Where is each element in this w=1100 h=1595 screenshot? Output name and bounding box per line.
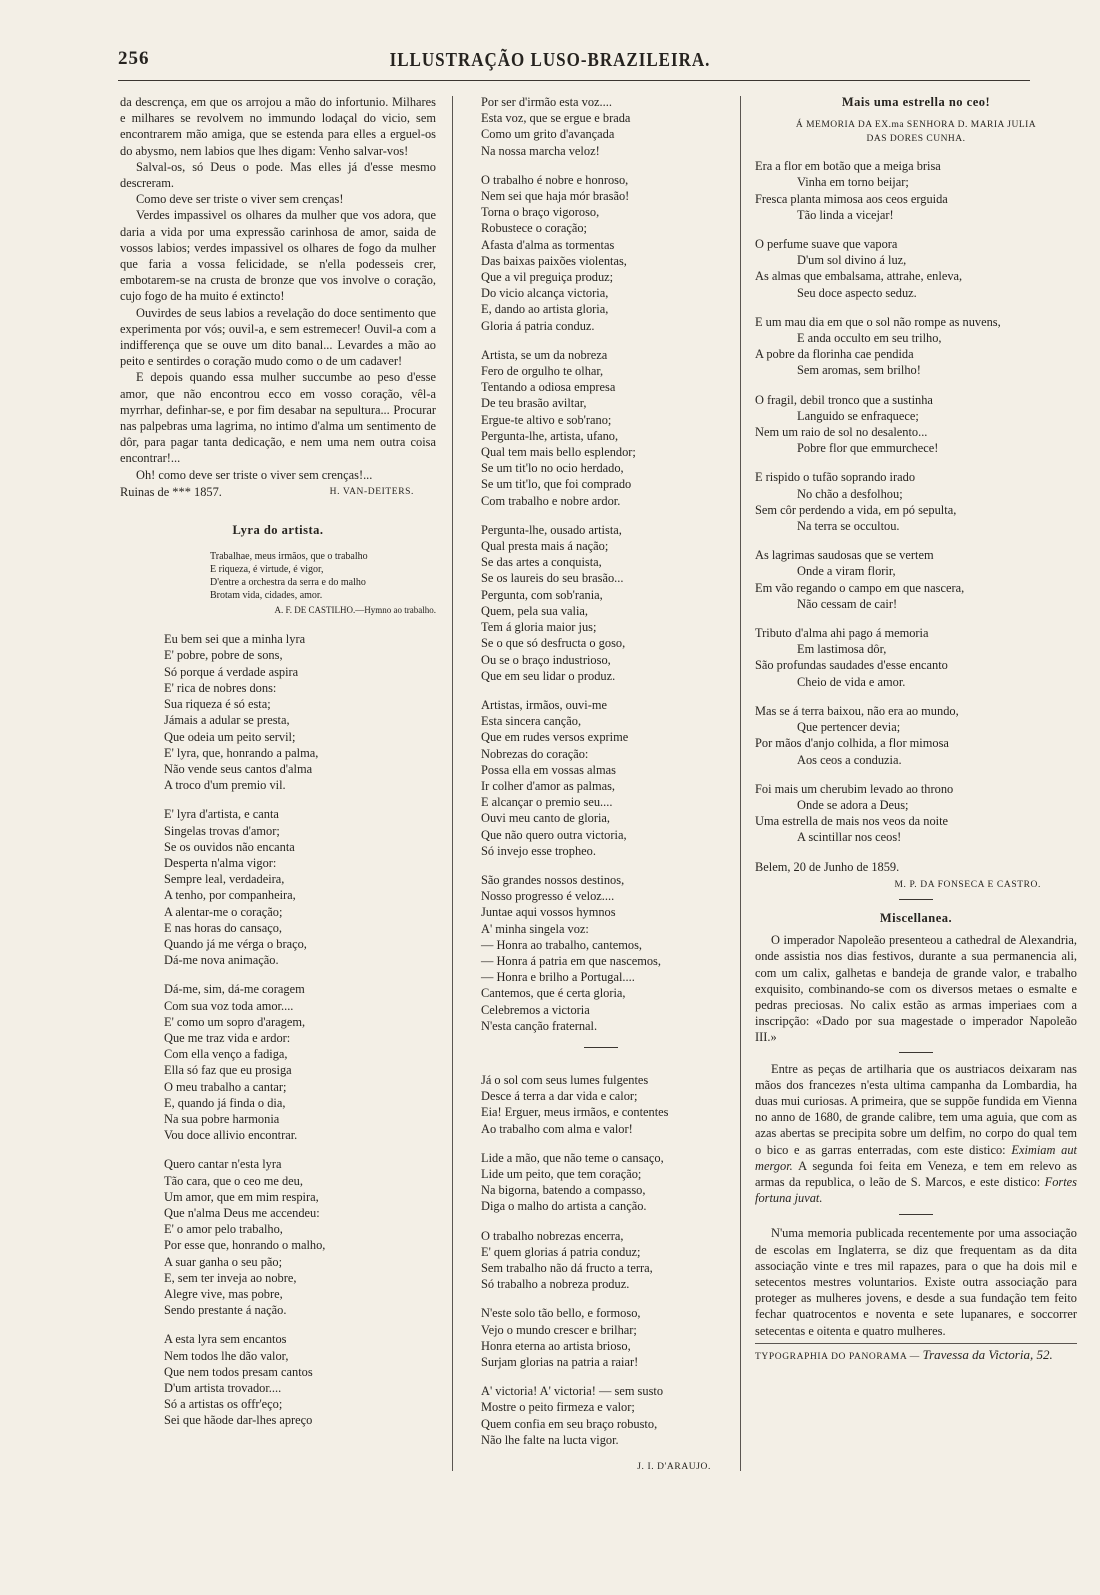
verse-line: Dá-me, sim, dá-me coragem: [164, 982, 305, 997]
essay-paragraph: Oh! como deve ser triste o viver sem crenças!...: [136, 467, 373, 482]
verse-line: Com trabalho e nobre ardor.: [481, 493, 621, 508]
verse-line: Sem trabalho não dá fructo a terra,: [481, 1261, 653, 1275]
miscellanea-title: Miscellanea.: [879, 910, 953, 925]
verse-line: Na bigorna, batendo a compasso,: [481, 1183, 646, 1198]
verse-line: Sempre leal, verdadeira,: [164, 872, 285, 887]
poem-hymn: [481, 1072, 721, 1448]
verse-line: — Honra á patria em que nascemos,: [481, 953, 661, 968]
verse-line: Pergunta-lhe, ousado artista,: [481, 522, 622, 537]
verse-line: Em lastimosa dôr,: [797, 642, 887, 657]
stanza: [481, 1383, 721, 1448]
verse-line: Uma estrella de mais nos veos da noite: [755, 814, 949, 829]
stanza: [755, 781, 1077, 846]
verse-line: Pobre flor que emmurchece!: [797, 441, 939, 456]
column-divider-left: [452, 96, 453, 1471]
verse-line: Só porque á verdade aspira: [164, 664, 299, 679]
verse-line: As lagrimas saudosas que se vertem: [755, 548, 934, 563]
verse-line: Cantemos, que é certa gloria,: [481, 986, 626, 1001]
verse-line: Jámais a adular se presta,: [164, 713, 290, 728]
essay-byline: [120, 484, 436, 500]
poem-author: J. I. D'ARAUJO.: [637, 1462, 711, 1473]
stanza: [481, 697, 721, 859]
poem-estrella-author: M. P. DA FONSECA E CASTRO.: [894, 879, 1041, 890]
verse-line: Não cessam de cair!: [797, 596, 898, 611]
stanza: [755, 236, 1077, 301]
stanza: [164, 806, 436, 968]
stanza: [755, 625, 1077, 690]
column-1: [120, 94, 436, 1442]
verse-line: — Honra e brilho a Portugal....: [481, 970, 635, 985]
stanza: [164, 1331, 436, 1428]
verse-line: E nas horas do cansaço,: [164, 920, 283, 935]
printer-label: TYPOGRAPHIA DO PANORAMA —: [755, 1351, 920, 1362]
section-rule: [899, 899, 933, 900]
verse-line: Mas se á terra baixou, não era ao mundo,: [755, 703, 959, 718]
verse-line: Que n'alma Deus me accendeu:: [164, 1205, 320, 1220]
verse-line: Não vende seus cantos d'alma: [164, 761, 313, 776]
verse-line: Se das artes a conquista,: [481, 555, 602, 570]
miscellanea-text: [755, 932, 1077, 1339]
verse-line: Vinha em torno beijar;: [797, 175, 909, 190]
poem-lyra: [164, 631, 436, 1428]
verse-line: Do vicio alcança victoria,: [481, 286, 609, 301]
verse-line: A troco d'um premio vil.: [164, 778, 286, 793]
verse-line: Lide um peito, que tem coração;: [481, 1166, 642, 1181]
verse-line: Sem aromas, sem brilho!: [797, 363, 921, 378]
verse-line: E' lyra, que, honrando a palma,: [164, 745, 319, 760]
printer-imprint: [755, 1343, 1077, 1365]
verse-line: Honra eterna ao artista brioso,: [481, 1338, 631, 1353]
verse-line: E, quando já finda o dia,: [164, 1095, 286, 1110]
verse-line: De teu brasão aviltar,: [481, 396, 587, 411]
stanza: [481, 872, 721, 1034]
verse-line: Lide a mão, que não teme o cansaço,: [481, 1150, 664, 1165]
verse-line: Surjam glorias na patria a raiar!: [481, 1355, 639, 1370]
stanza: [755, 469, 1077, 534]
verse-line: E' rica de nobres dons:: [164, 680, 277, 695]
essay-place-date: Ruinas de *** 1857.: [120, 484, 222, 499]
verse-line: Quero cantar n'esta lyra: [164, 1157, 282, 1172]
misc-paragraph-2: [755, 1061, 1077, 1207]
verse-line: Quando já me vérga o braço,: [164, 936, 307, 951]
stanza: [481, 1228, 721, 1293]
verse-line: Gloria á patria conduz.: [481, 318, 595, 333]
verse-line: Fresca planta mimosa aos ceos erguida: [755, 191, 948, 206]
stanza: [481, 522, 721, 684]
verse-line: Das baixas paixões violentas,: [481, 253, 627, 268]
misc-motto-2: Fortes fortuna juvat.: [755, 1174, 1077, 1206]
verse-line: Nem um raio de sol no desalento...: [755, 425, 928, 440]
verse-line: Tão linda a vicejar!: [797, 207, 894, 222]
stanza: [481, 1072, 721, 1137]
verse-line: Sendo prestante á nação.: [164, 1303, 287, 1318]
verse-line: Era a flor em botão que a meiga brisa: [755, 159, 941, 174]
verse-line: D'um sol divino á luz,: [797, 253, 907, 268]
verse-line: Quem confia em seu braço robusto,: [481, 1416, 658, 1431]
verse-line: Esta voz, que se ergue e brada: [481, 111, 631, 126]
verse-line: Tentando a odiosa empresa: [481, 380, 616, 395]
verse-line: E, sem ter inveja ao nobre,: [164, 1270, 297, 1285]
verse-line: Se os ouvidos não encanta: [164, 839, 295, 854]
verse-line: Tão cara, que o ceo me deu,: [164, 1173, 303, 1188]
verse-line: D'um artista trovador....: [164, 1381, 282, 1396]
essay-author: H. VAN-DEITERS.: [329, 486, 414, 497]
page-number: 256: [118, 48, 150, 69]
verse-line: Foi mais um cherubim levado ao throno: [755, 781, 954, 796]
stanza: [164, 981, 436, 1143]
column-divider-right: [740, 96, 741, 1471]
verse-line: N'este solo tão bello, e formoso,: [481, 1306, 641, 1321]
poem-place-date: Belem, 20 de Junho de 1859.: [755, 859, 900, 874]
misc-paragraph-2-text-a: Entre as peças de artilharia que os austriacos deixaram nas mãos dos francezes n'esta ultima campanha da Lombardia, ha duas mui curiosas. A primeira, que se suppõe fundida em Vienna no anno de 1680, de grande calibre, tem uma aguia, que com as azas abertas se precipita sobre um delfim, no corpo do qual tem o bico e as garras enterradas, com este distico:: [755, 1061, 1077, 1157]
verse-line: Eia! Erguer, meus irmãos, e contentes: [481, 1105, 669, 1120]
verse-line: Que em seu lidar o produz.: [481, 668, 616, 683]
page-header: [0, 48, 1100, 76]
verse-line: Nem sei que haja mór brasão!: [481, 189, 630, 204]
misc-paragraph-1: O imperador Napoleão presenteou a cathedral de Alexandria, onde assistia nos dias festivos, durante a sua permanencia ali, com um calix, galhetas e bandeja de grande valor, e trabalho exquisito, combinando-se com os diversos metaes o esmalte e pedras preciosas. No calix estão as armas imperiaes com a inscripção: «Dado por sua magestade o imperador Napoleão III.»: [755, 933, 1077, 1045]
verse-line: O trabalho nobrezas encerra,: [481, 1228, 624, 1243]
verse-line: Com sua voz toda amor....: [164, 998, 294, 1013]
stanza: [481, 172, 721, 334]
verse-line: Ao trabalho com alma e valor!: [481, 1121, 633, 1136]
verse-line: Com ella venço a fadiga,: [164, 1047, 288, 1062]
verse-line: Que pertencer devia;: [797, 720, 901, 735]
verse-line: Que a vil preguiça produz;: [481, 270, 614, 285]
stanza: [755, 158, 1077, 223]
verse-line: Só invejo esse tropheo.: [481, 843, 596, 858]
epigraph-line: Trabalhae, meus irmãos, que o trabalho: [210, 551, 368, 563]
verse-line: — Honra ao trabalho, cantemos,: [481, 937, 643, 952]
verse-line: Pergunta, com sob'rania,: [481, 587, 603, 602]
verse-line: Só trabalho a nobreza produz.: [481, 1277, 630, 1292]
stanza: [755, 392, 1077, 457]
column-3: [755, 94, 1077, 1365]
essay-text: [120, 94, 436, 483]
verse-line: O meu trabalho a cantar;: [164, 1079, 287, 1094]
verse-line: Esta sincera canção,: [481, 714, 582, 729]
essay-paragraph: Verdes impassivel os olhares da mulher que vos adora, que daria a vida por uma expressão carinhosa de amor, saida de vossos labios; verdes impassivel os olhares de fogo da mulher que faria a vossa felicidade, se n'ella podesseis crer, embotarem-se na crusta de bronze que vos involve o coração, cujo fogo de ha muito é extincto!: [120, 208, 436, 304]
dedication-line-2: DAS DORES CUNHA.: [866, 134, 966, 145]
verse-line: Onde se adora a Deus;: [797, 797, 909, 812]
stanza: [481, 347, 721, 509]
verse-line: Celebremos a victoria: [481, 1002, 590, 1017]
verse-line: Qual presta mais á nação;: [481, 539, 609, 554]
verse-line: O perfume suave que vapora: [755, 237, 898, 252]
verse-line: E' o amor pelo trabalho,: [164, 1222, 283, 1237]
verse-line: Torna o braço vigoroso,: [481, 205, 600, 220]
epigraph: [210, 550, 436, 617]
verse-line: Nosso progresso é veloz....: [481, 889, 615, 904]
stanza: [755, 703, 1077, 768]
section-rule: [899, 1214, 933, 1215]
verse-line: Tem á gloria maior jus;: [481, 620, 597, 635]
essay-paragraph: da descrença, em que os arrojou a mão do infortunio. Milhares e milhares se revolvem no immundo lodaçal do vicio, sem encontrarem mão amiga, que se estenda para elles a erguel-os do abysmo, nem labios que lhes digam: Venho salvar-vos!: [120, 95, 436, 158]
verse-line: O fragil, debil tronco que a sustinha: [755, 392, 933, 407]
verse-line: São profundas saudades d'esse encanto: [755, 658, 948, 673]
verse-line: Que em rudes versos exprime: [481, 730, 629, 745]
verse-line: E' quem glorias á patria conduz;: [481, 1244, 641, 1259]
verse-line: Tributo d'alma ahi pago á memoria: [755, 626, 929, 641]
verse-line: Como um grito d'avançada: [481, 127, 615, 142]
verse-line: O trabalho é nobre e honroso,: [481, 172, 629, 187]
verse-line: Nobrezas do coração:: [481, 746, 589, 761]
header-rule: [118, 80, 1030, 81]
verse-line: Eu bem sei que a minha lyra: [164, 632, 306, 647]
poem-lyra-continued: [481, 94, 721, 1034]
dedication-line-1: Á MEMORIA DA EX.ma SENHORA D. MARIA JULIA: [795, 120, 1037, 131]
verse-line: As almas que embalsama, attrahe, enleva,: [755, 269, 963, 284]
verse-line: E anda occulto em seu trilho,: [797, 331, 942, 346]
verse-line: Sem côr perdendo a vida, em pó sepulta,: [755, 502, 957, 517]
misc-paragraph-2-text-b: A segunda foi feita em Veneza, e tem em relevo as armas da republica, o leão de S. Marcos, e este distico:: [755, 1158, 1077, 1189]
column-2: [481, 94, 721, 1475]
verse-line: Qual tem mais bello esplendor;: [481, 445, 636, 460]
epigraph-attribution: A. F. DE CASTILHO.—Hymno ao trabalho.: [274, 605, 436, 616]
journal-title: ILLUSTRAÇÃO LUSO-BRAZILEIRA.: [389, 48, 711, 71]
verse-line: Em vão regando o campo em que nascera,: [755, 580, 965, 595]
stanza: [481, 1150, 721, 1215]
poem-title-lyra: Lyra do artista.: [232, 523, 324, 538]
verse-line: Por mãos d'anjo colhida, a flor mimosa: [755, 736, 949, 751]
verse-line: Singelas trovas d'amor;: [164, 823, 280, 838]
verse-line: A tenho, por companheira,: [164, 888, 296, 903]
essay-paragraph: Como deve ser triste o viver sem crenças!: [136, 192, 344, 207]
verse-line: Na terra se occultou.: [797, 519, 900, 534]
verse-line: E' pobre, pobre de sons,: [164, 648, 283, 663]
verse-line: Aos ceos a conduzia.: [797, 752, 902, 767]
verse-line: E rispido o tufão soprando irado: [755, 470, 916, 485]
verse-line: Robustece o coração;: [481, 221, 587, 236]
verse-line: N'esta canção fraternal.: [481, 1018, 598, 1033]
stanza: [481, 94, 721, 159]
printer-address: Travessa da Victoria, 52.: [922, 1346, 1053, 1362]
verse-line: Nem todos lhe dão valor,: [164, 1348, 289, 1363]
verse-line: E alcançar o premio seu....: [481, 795, 613, 810]
section-rule: [584, 1047, 618, 1048]
verse-line: E' como um sopro d'aragem,: [164, 1014, 306, 1029]
misc-motto-1: Eximiam aut mergor.: [755, 1142, 1077, 1173]
verse-line: Afasta d'alma as tormentas: [481, 237, 615, 252]
verse-line: Se o que só desfructa o goso,: [481, 636, 626, 651]
epigraph-line: D'entre a orchestra da serra e do malho: [210, 577, 366, 589]
verse-line: Desce á terra a dar vida e calor;: [481, 1089, 638, 1104]
verse-line: Que não quero outra victoria,: [481, 827, 627, 842]
stanza: [755, 314, 1077, 379]
stanza: [164, 631, 436, 793]
verse-line: E, dando ao artista gloria,: [481, 302, 609, 317]
verse-line: Se os laureis do seu brasão...: [481, 571, 624, 586]
verse-line: Possa ella em vossas almas: [481, 762, 616, 777]
verse-line: Que nem todos presam cantos: [164, 1364, 313, 1379]
verse-line: Por ser d'irmão esta voz....: [481, 95, 612, 109]
verse-line: Languido se enfraquece;: [797, 408, 919, 423]
section-rule: [899, 1052, 933, 1053]
essay-paragraph: Salval-os, só Deus o pode. Mas elles já d'esse mesmo descreram.: [120, 159, 436, 191]
verse-line: Artista, se um da nobreza: [481, 347, 608, 362]
verse-line: Diga o malho do artista a canção.: [481, 1199, 647, 1214]
verse-line: Alegre vive, mas pobre,: [164, 1287, 283, 1301]
verse-line: Fero de orgulho te olhar,: [481, 364, 604, 379]
verse-line: A' minha singela voz:: [481, 921, 589, 936]
verse-line: Dá-me nova animação.: [164, 953, 279, 968]
verse-line: Ir colher d'amor as palmas,: [481, 778, 616, 793]
verse-line: Quem, pela sua valia,: [481, 603, 589, 618]
poem-estrella: [755, 158, 1077, 845]
verse-line: A pobre da florinha cae pendida: [755, 347, 914, 362]
verse-line: Se um tit'lo, que foi comprado: [481, 477, 632, 492]
verse-line: Cheio de vida e amor.: [797, 674, 906, 689]
epigraph-line: E riqueza, é virtude, é vigor,: [210, 564, 324, 576]
verse-line: Juntae aqui vossos hymnos: [481, 905, 616, 920]
verse-line: No chão a desfolhou;: [797, 486, 903, 501]
verse-line: Sua riqueza é só esta;: [164, 697, 271, 712]
verse-line: Seu doce aspecto seduz.: [797, 285, 917, 300]
dedication: [755, 118, 1077, 146]
verse-line: Mostre o peito firmeza e valor;: [481, 1400, 635, 1415]
verse-line: Que odeia um peito servil;: [164, 729, 296, 744]
epigraph-line: Brotam vida, cidades, amor.: [210, 590, 323, 602]
verse-line: A esta lyra sem encantos: [164, 1332, 287, 1347]
stanza: [164, 1156, 436, 1318]
verse-line: São grandes nossos destinos,: [481, 872, 625, 887]
essay-paragraph: E depois quando essa mulher succumbe ao peso d'esse amor, que não encontrou ecco em vosso coração, vêl-a myrrhar, definhar-se, e por fim desabar na sepultura... Procurar nas palpebras uma lagrima, no intimo d'alma um sentimento de dôr, para pagar tanta dedicação, e nem uma nem outra coisa encontrar!...: [120, 370, 436, 466]
verse-line: Não lhe falte na lucta vigor.: [481, 1432, 619, 1447]
verse-line: A' victoria! A' victoria! — sem susto: [481, 1384, 664, 1399]
verse-line: Ou se o braço industrioso,: [481, 652, 611, 667]
verse-line: Onde a viram florir,: [797, 564, 896, 579]
poem-title-estrella: Mais uma estrella no ceo!: [841, 95, 991, 109]
verse-line: Só a artistas os offr'eço;: [164, 1397, 283, 1412]
verse-line: A scintillar nos ceos!: [797, 830, 902, 845]
verse-line: Na sua pobre harmonia: [164, 1111, 280, 1126]
verse-line: Desperta n'alma vigor:: [164, 855, 277, 870]
essay-paragraph: Ouvirdes de seus labios a revelação do doce sentimento que experimenta por vós; ouvil-a, e sem estremecer! Ouvil-a com a indifferença que se ouve um dito banal... Levardes a mão ao peito e sentirdes o coração mudo como o de um cadaver!: [120, 305, 436, 369]
verse-line: Ella só faz que eu prosiga: [164, 1063, 292, 1078]
misc-paragraph-3: N'uma memoria publicada recentemente por uma associação de escolas em Inglaterra, se diz que frequentam as da dita associação vinte e tres mil rapazes, para o que ha dois mil e setecentos mestres voluntarios. Existe outra associação para proteger as mulheres jovens, e desde a sua fundação tem feito fechar quatrocentos e noventa e sete lupanares, e soccorrer setecentas e oitenta e quatro mulheres.: [755, 1226, 1077, 1338]
verse-line: Vou doce allivio encontrar.: [164, 1128, 298, 1143]
verse-line: Artistas, irmãos, ouvi-me: [481, 697, 607, 712]
verse-line: Ergue-te altivo e sob'rano;: [481, 412, 612, 427]
verse-line: Sei que hãode dar-lhes apreço: [164, 1413, 313, 1428]
verse-line: Pergunta-lhe, artista, ufano,: [481, 428, 619, 443]
verse-line: Vejo o mundo crescer e brilhar;: [481, 1322, 637, 1337]
verse-line: Se um tit'lo no ocio herdado,: [481, 461, 624, 476]
verse-line: A alentar-me o coração;: [164, 904, 283, 919]
stanza: [755, 547, 1077, 612]
verse-line: Um amor, que em mim respira,: [164, 1189, 319, 1204]
verse-line: Já o sol com seus lumes fulgentes: [481, 1072, 649, 1087]
verse-line: A suar ganha o seu pão;: [164, 1254, 283, 1269]
verse-line: E' lyra d'artista, e canta: [164, 807, 279, 822]
verse-line: Que me traz vida e ardor:: [164, 1030, 291, 1045]
stanza: [481, 1305, 721, 1370]
verse-line: Ouvi meu canto de gloria,: [481, 811, 611, 826]
verse-line: E um mau dia em que o sol não rompe as nuvens,: [755, 314, 1001, 329]
verse-line: Na nossa marcha veloz!: [481, 143, 600, 158]
verse-line: Por esse que, honrando o malho,: [164, 1238, 326, 1253]
